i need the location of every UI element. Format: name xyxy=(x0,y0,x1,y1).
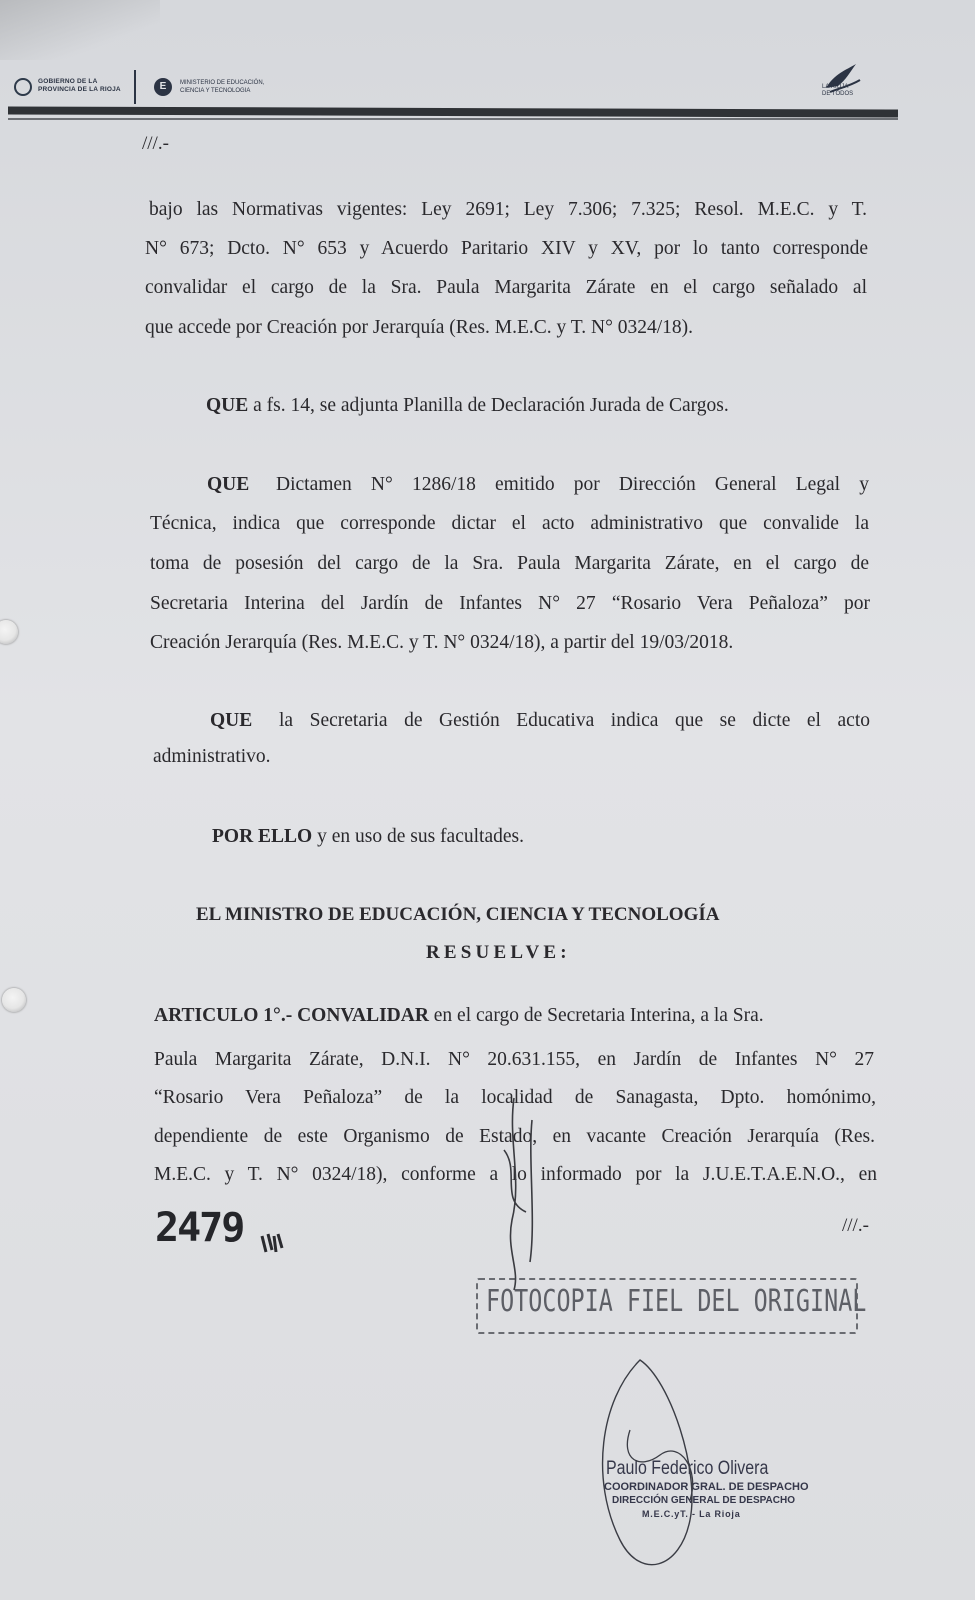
article-1-line-1 xyxy=(154,996,764,1036)
punch-hole-lower xyxy=(2,988,26,1012)
ministry-badge-icon: E xyxy=(154,78,172,96)
article-1-line-1-text: en el cargo de Secretaria Interina, a la Sra. xyxy=(428,1005,764,1026)
province-shield-icon xyxy=(14,78,32,96)
signatory-ministry: M.E.C.yT. - La Rioja xyxy=(642,1509,741,1519)
paragraph-4-line-1: la Secretaria de Gestión Educativa indica que se dicte el acto xyxy=(279,710,870,731)
article-1-line-4: dependiente de este Organismo de Estado, en vacante Creación Jerarquía (Res. xyxy=(154,1126,875,1147)
paragraph-3-line-5: Creación Jerarquía (Res. M.E.C. y T. N° 0324/18), a partir del 19/03/2018. xyxy=(150,632,734,653)
paragraph-5-lead: POR ELLO xyxy=(212,826,313,847)
paragraph-4-line-2: administrativo. xyxy=(153,746,271,767)
paragraph-2-text: a fs. 14, se adjunta Planilla de Declaración Jurada de Cargos. xyxy=(248,395,729,416)
paragraph-1-line-3: convalidar el cargo de la Sra. Paula Margarita Zárate en el cargo señalado al xyxy=(145,277,867,298)
paragraph-1-line-2: N° 673; Dcto. N° 653 y Acuerdo Paritario XIV y XV, por lo tanto corresponde xyxy=(145,238,868,259)
article-1-line-5: M.E.C. y T. N° 0324/18), conforme a lo informado por la J.U.E.T.A.E.N.O., en xyxy=(154,1164,877,1185)
la-rioja-logo-text: LA RIOJA DE TODOS xyxy=(822,84,854,97)
resuelve-heading: RESUELVE: xyxy=(426,942,571,963)
resolution-number: 2479 xyxy=(155,1205,244,1251)
letterhead-separator xyxy=(134,70,136,104)
signatory-name: Paulo Federico Olivera xyxy=(606,1458,769,1479)
certification-stamp-text: FOTOCOPIA FIEL DEL ORIGINAL xyxy=(486,1284,867,1319)
paragraph-2-lead: QUE xyxy=(206,395,249,416)
punch-hole-upper xyxy=(0,620,18,644)
paragraph-3-lead: QUE xyxy=(207,474,250,495)
paragraph-3-line-3: toma de posesión del cargo de la Sra. Paula Margarita Zárate, en el cargo de xyxy=(150,553,869,574)
la-rioja-logo-icon xyxy=(816,54,868,106)
paragraph-3-line-1: Dictamen N° 1286/18 emitido por Dirección General Legal y xyxy=(276,474,869,495)
minister-heading: EL MINISTRO DE EDUCACIÓN, CIENCIA Y TECNOLOGÍA xyxy=(196,904,720,925)
number-scribble-icon xyxy=(258,1224,298,1256)
article-1-line-2: Paula Margarita Zárate, D.N.I. N° 20.631.155, en Jardín de Infantes N° 27 xyxy=(154,1049,874,1070)
continuation-mark-bottom: ///.- xyxy=(842,1215,869,1236)
continuation-mark-top: ///.- xyxy=(142,133,169,154)
paragraph-4-lead: QUE xyxy=(210,710,253,731)
paragraph-3-line-4: Secretaria Interina del Jardín de Infantes N° 27 “Rosario Vera Peñaloza” por xyxy=(150,593,870,614)
folded-corner xyxy=(0,0,160,60)
signatory-title: COORDINADOR GRAL. DE DESPACHO xyxy=(604,1481,809,1493)
article-1-line-3: “Rosario Vera Peñaloza” de la localidad de Sanagasta, Dpto. homónimo, xyxy=(154,1087,876,1108)
article-1-lead: ARTICULO 1°.- CONVALIDAR xyxy=(154,1005,429,1026)
government-name: GOBIERNO DE LA PROVINCIA DE LA RIOJA xyxy=(38,78,121,93)
paragraph-1-line-1: bajo las Normativas vigentes: Ley 2691; Ley 7.306; 7.325; Resol. M.E.C. y T. xyxy=(149,199,867,220)
paragraph-1-line-4: que accede por Creación por Jerarquía (Res. M.E.C. y T. N° 0324/18). xyxy=(145,317,694,338)
paragraph-5-text: y en uso de sus facultades. xyxy=(312,826,524,847)
signatory-department: DIRECCIÓN GENERAL DE DESPACHO xyxy=(612,1495,795,1506)
paragraph-2 xyxy=(206,386,729,426)
paragraph-5 xyxy=(212,817,524,857)
ministry-name: MINISTERIO DE EDUCACIÓN, CIENCIA Y TECNOLOGIA xyxy=(180,80,265,94)
letterhead-rule-thin xyxy=(8,118,898,120)
letterhead-rule xyxy=(8,106,898,117)
paragraph-3-line-2: Técnica, indica que corresponde dictar el acto administrativo que convalide la xyxy=(150,513,869,534)
